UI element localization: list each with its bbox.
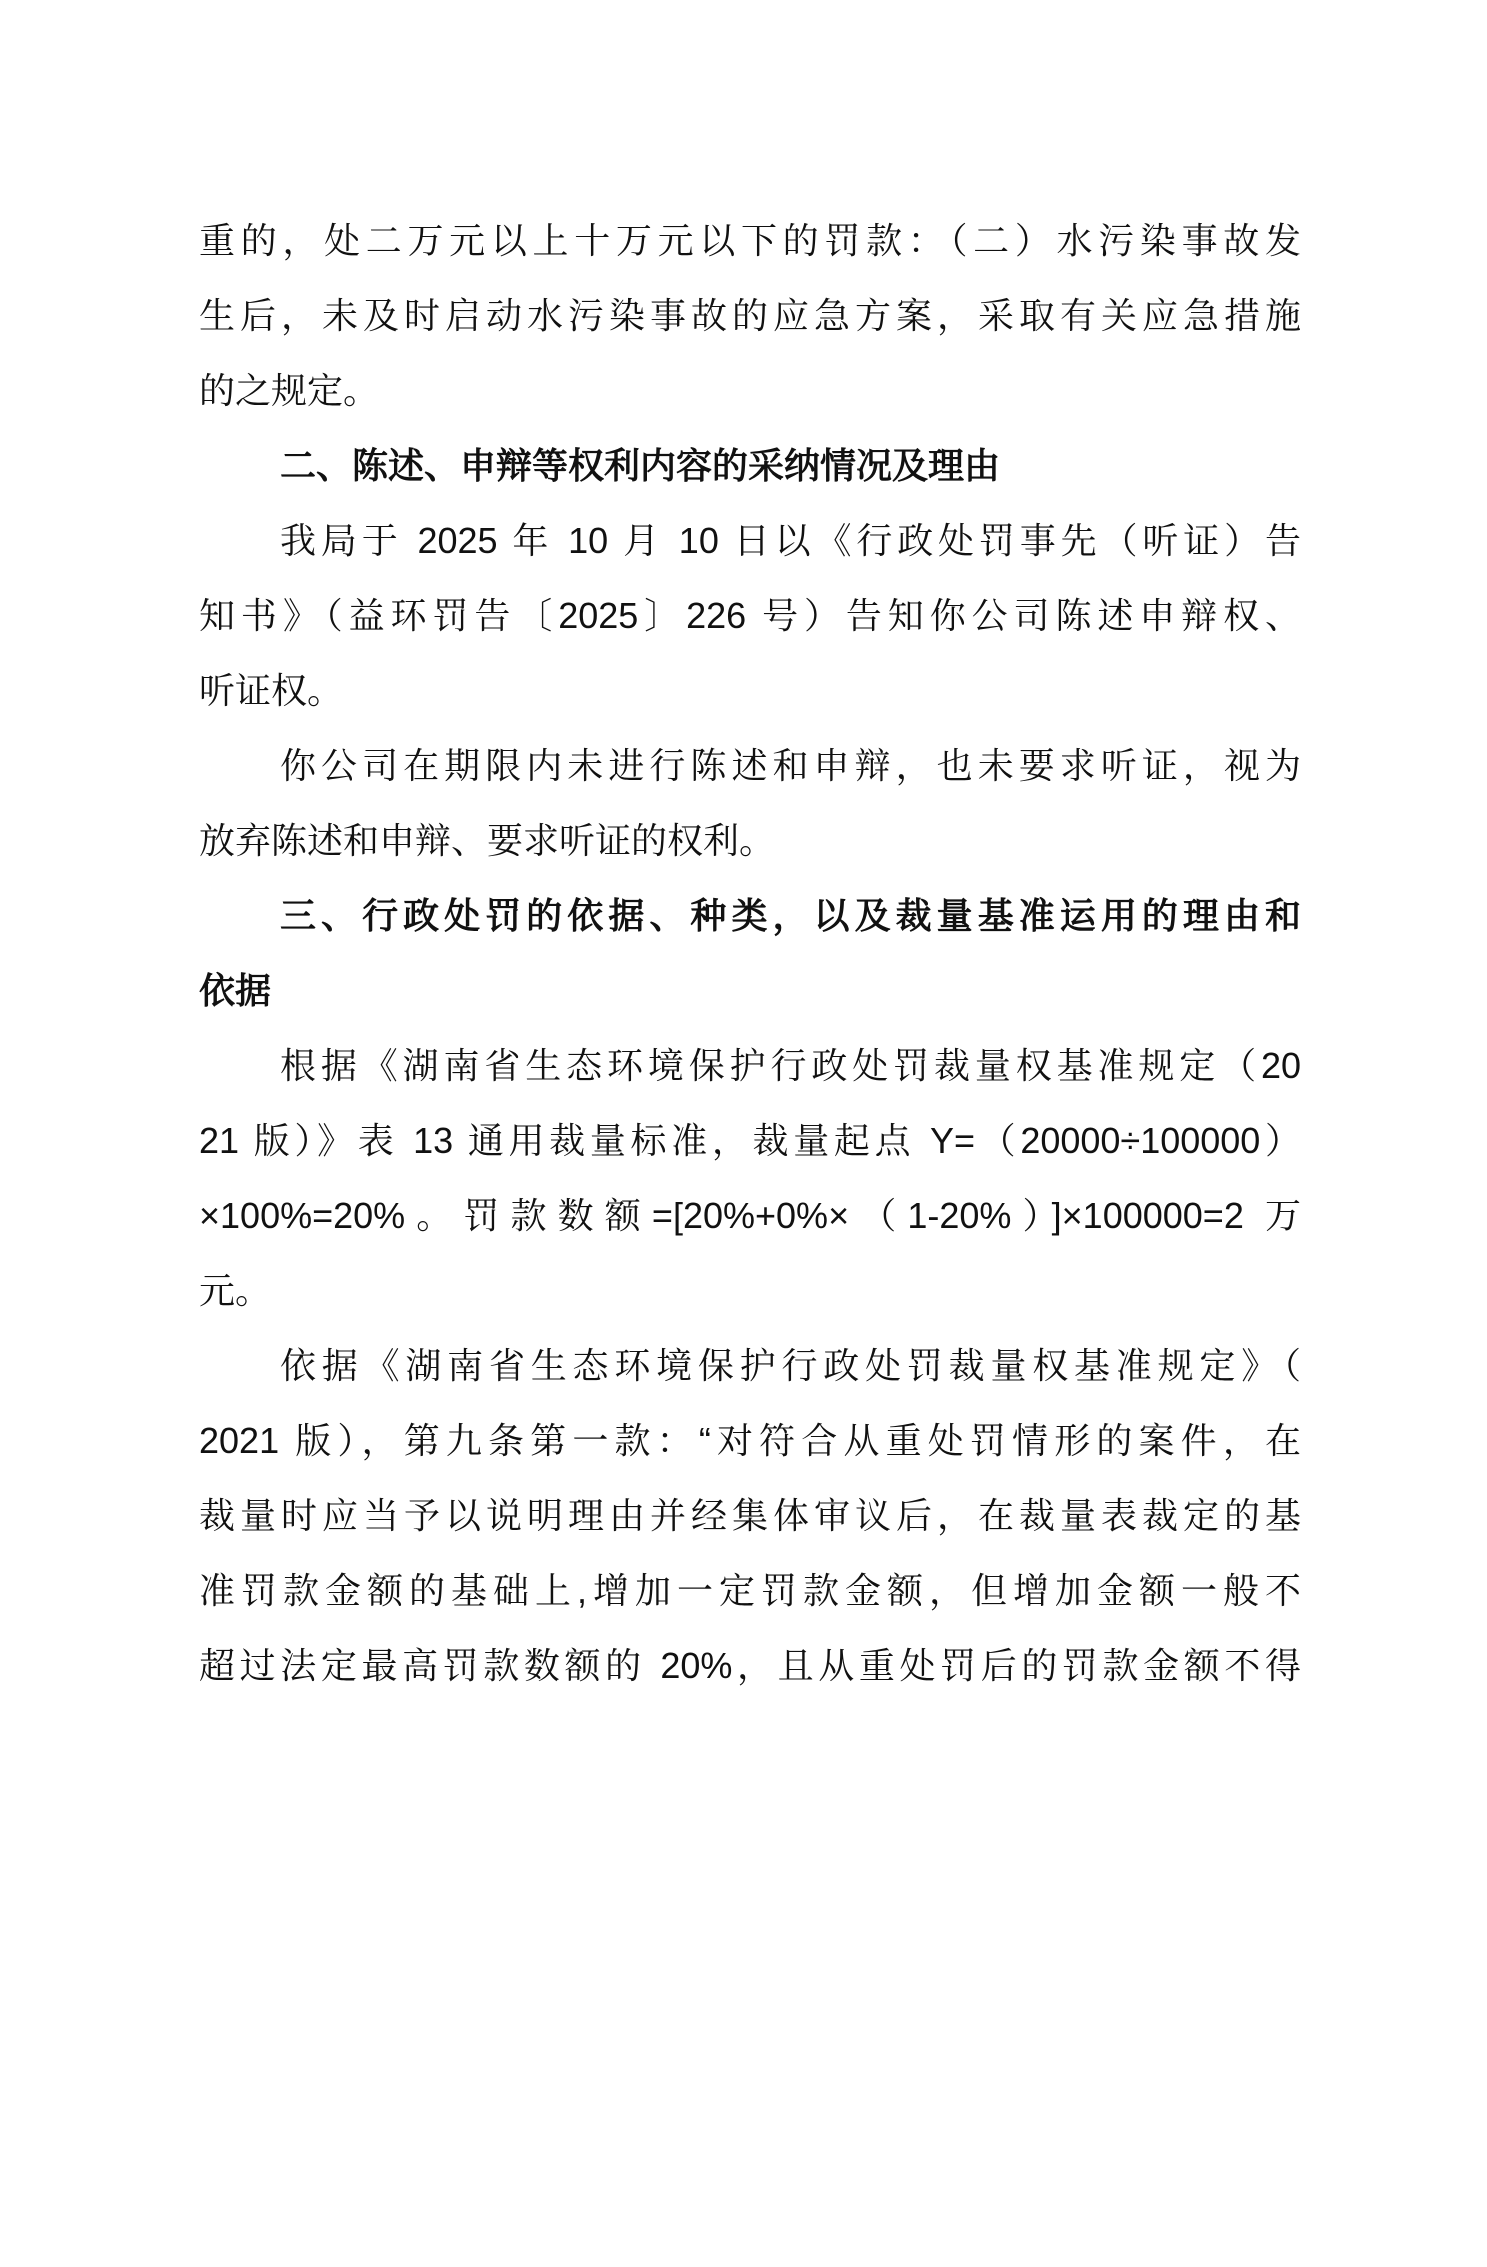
text-line: 听证权。 — [199, 670, 344, 711]
text-line: 生后，未及时启动水污染事故的应急方案，采取有关应急措施 — [199, 295, 1301, 336]
section-heading-line: 三、行政处罚的依据、种类，以及裁量基准运用的理由和 — [280, 895, 1301, 936]
text-line: 超过法定最高罚款数额的 20%，且从重处罚后的罚款金额不得 — [199, 1645, 1301, 1686]
text-line: 根据《湖南省生态环境保护行政处罚裁量权基准规定（20 — [280, 1045, 1301, 1086]
text-line: 的之规定。 — [199, 370, 380, 411]
text-line: ×100%=20%。罚款数额=[20%+0%×（1-20%）]×100000=2 万 — [199, 1195, 1301, 1236]
text-line: 知书》（益环罚告〔2025〕226 号）告知你公司陈述申辩权、 — [199, 595, 1301, 636]
text-line: 放弃陈述和申辩、要求听证的权利。 — [199, 820, 776, 861]
document-body — [199, 203, 1301, 1703]
section-heading-line: 依据 — [199, 970, 272, 1011]
text-line: 依据《湖南省生态环境保护行政处罚裁量权基准规定》（ — [280, 1345, 1301, 1386]
text-line: 元。 — [199, 1270, 272, 1311]
text-line: 你公司在期限内未进行陈述和申辩，也未要求听证，视为 — [280, 745, 1301, 786]
text-line: 准罚款金额的基础上,增加一定罚款金额，但增加金额一般不 — [199, 1570, 1301, 1611]
text-line: 裁量时应当予以说明理由并经集体审议后，在裁量表裁定的基 — [199, 1495, 1301, 1536]
text-line: 21 版）》表 13 通用裁量标准，裁量起点 Y=（20000÷100000） — [199, 1120, 1301, 1161]
text-line: 重的，处二万元以上十万元以下的罚款：（二）水污染事故发 — [199, 220, 1301, 261]
section-heading-line: 二、陈述、申辩等权利内容的采纳情况及理由 — [280, 445, 1001, 486]
text-line: 2021 版），第九条第一款：“对符合从重处罚情形的案件，在 — [199, 1420, 1301, 1461]
text-line: 我局于 2025 年 10 月 10 日以《行政处罚事先（听证）告 — [280, 520, 1301, 561]
